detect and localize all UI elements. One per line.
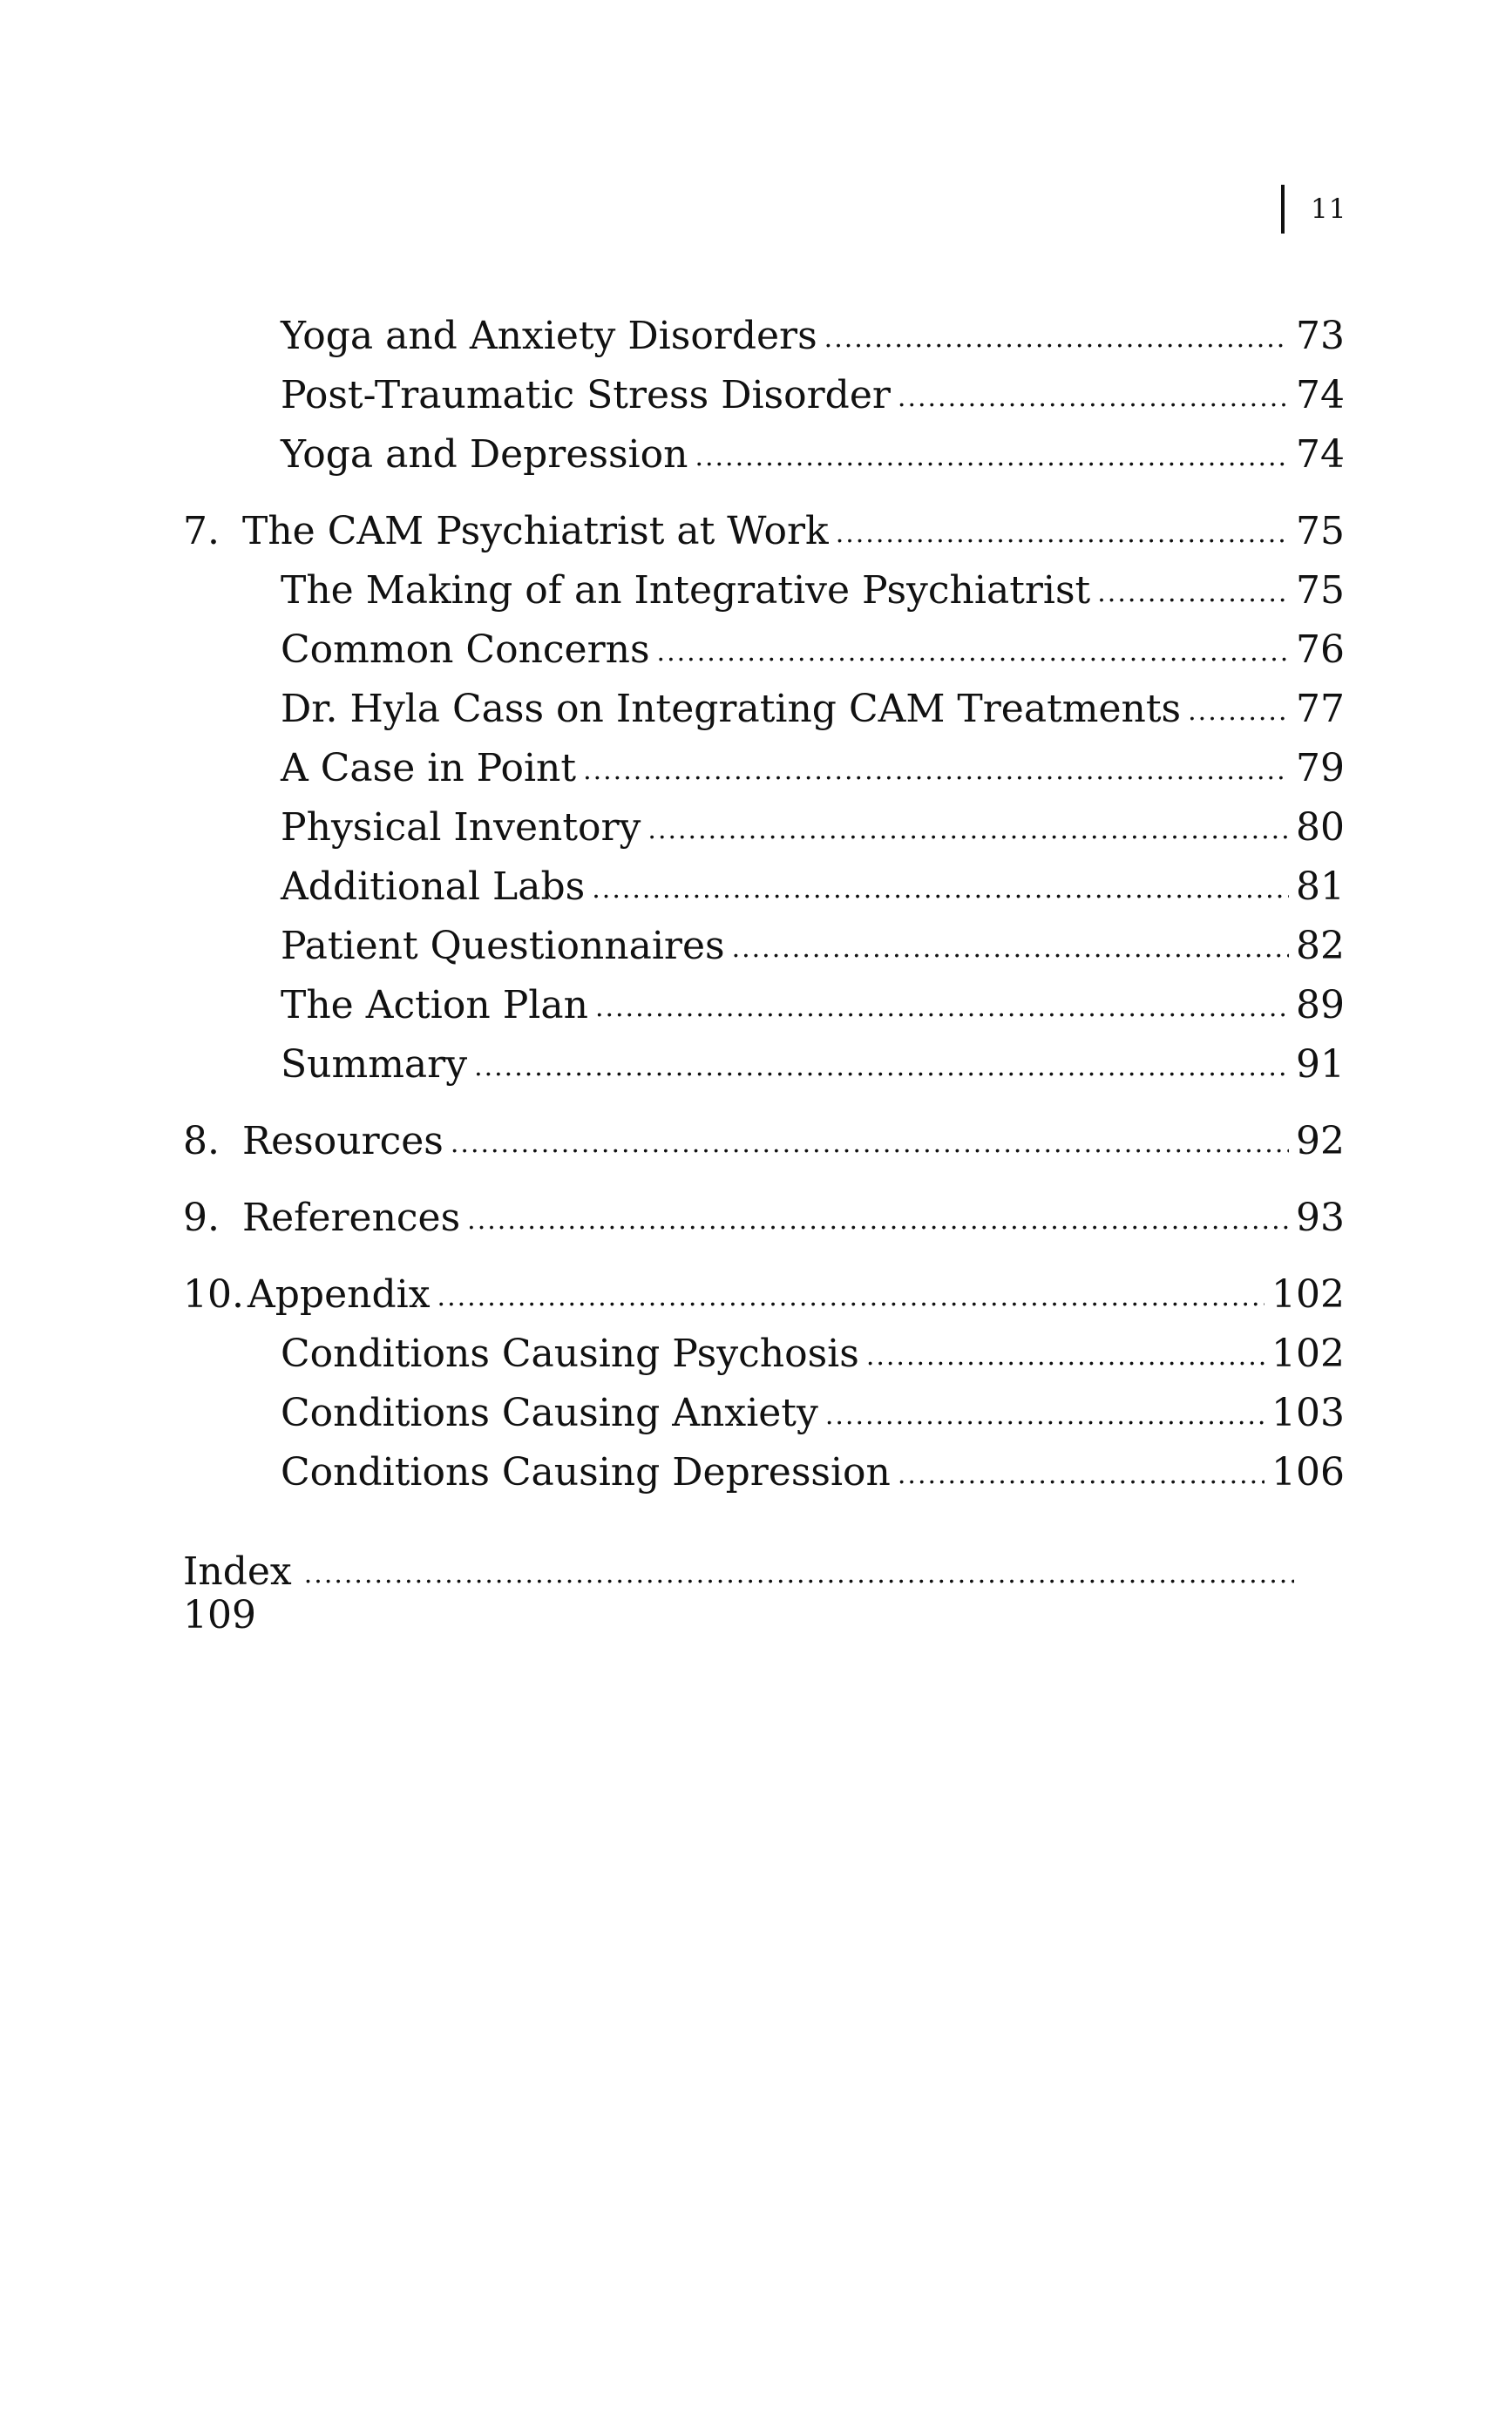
toc-entry[interactable] <box>183 1102 1345 1161</box>
toc-entry[interactable] <box>281 610 1345 672</box>
toc-entry-label: Conditions Causing Psychosis <box>281 1332 859 1376</box>
toc-entry-page: 91 <box>1296 1042 1345 1087</box>
toc-entry-label: Dr. Hyla Cass on Integrating CAM Treatments <box>281 687 1182 731</box>
dot-leader <box>474 1054 1289 1084</box>
toc-entry[interactable] <box>281 1314 1345 1376</box>
dot-leader <box>824 326 1289 356</box>
toc-entry-label: The Making of an Integrative Psychiatrist <box>281 568 1091 613</box>
toc-entry[interactable] <box>183 1255 1345 1317</box>
toc-entry[interactable] <box>281 1373 1345 1433</box>
toc-entry-label: References <box>242 1196 461 1240</box>
toc-entry[interactable] <box>281 669 1345 729</box>
toc-entry-number: 9. <box>183 1196 220 1240</box>
toc-entry[interactable] <box>281 415 1345 477</box>
toc-entry[interactable] <box>281 1025 1345 1087</box>
toc-entry-number: 8. <box>183 1119 220 1163</box>
toc-entry-page: 103 <box>1271 1391 1345 1435</box>
dot-leader <box>898 385 1289 415</box>
toc-entry-page: 79 <box>1296 746 1345 790</box>
dot-leader <box>836 521 1289 551</box>
toc-entry-label: Conditions Causing Depression <box>281 1450 891 1495</box>
dot-leader <box>451 1131 1289 1161</box>
toc-entry-label: Physical Inventory <box>281 805 641 850</box>
toc-entry[interactable] <box>183 491 1345 551</box>
toc-entry-page: 74 <box>1296 373 1345 417</box>
dot-leader <box>695 444 1289 474</box>
toc-entry-label: Yoga and Depression <box>281 432 688 477</box>
toc-entry-label: Common Concerns <box>281 627 650 672</box>
toc-entry-label: Appendix <box>247 1272 431 1317</box>
header-rule <box>1281 185 1285 234</box>
toc-entry-label: Post-Traumatic Stress Disorder <box>281 373 891 417</box>
toc-entry-page: 93 <box>1296 1196 1345 1240</box>
toc-entry-label: Summary <box>281 1042 468 1087</box>
toc-entry-label: Resources <box>242 1119 444 1163</box>
toc-entry[interactable] <box>281 966 1345 1025</box>
page-header <box>1281 185 1346 234</box>
toc-entry[interactable] <box>281 551 1345 613</box>
dot-leader <box>825 1403 1265 1433</box>
toc-entry-page: 75 <box>1296 509 1345 553</box>
toc-entry-page: 102 <box>1271 1272 1345 1317</box>
toc-entry[interactable] <box>281 906 1345 966</box>
dot-leader <box>304 1562 1294 1591</box>
dot-leader <box>437 1285 1265 1314</box>
toc-entry-number: 10. <box>183 1272 244 1317</box>
toc-entry-page: 74 <box>1296 432 1345 477</box>
dot-leader <box>732 936 1289 966</box>
toc-entry-label: A Case in Point <box>281 746 577 790</box>
dot-leader <box>657 640 1289 669</box>
dot-leader <box>648 817 1289 847</box>
toc-entry-label: The CAM Psychiatrist at Work <box>242 509 829 553</box>
toc-entry-label: Yoga and Anxiety Disorders <box>281 314 817 358</box>
toc-entry-label: The Action Plan <box>281 983 588 1027</box>
dot-leader <box>595 995 1289 1025</box>
dot-leader <box>1188 699 1289 729</box>
toc-entry[interactable] <box>183 1178 1345 1240</box>
toc-entry-page: 73 <box>1296 314 1345 358</box>
toc-entry[interactable] <box>281 729 1345 788</box>
dot-leader <box>1097 580 1289 610</box>
toc-entry-page: 77 <box>1296 687 1345 731</box>
dot-leader <box>592 877 1289 906</box>
toc-entry-page: 89 <box>1296 983 1345 1027</box>
toc-entry-page: 109 <box>183 1593 256 1637</box>
toc-entry-page: 75 <box>1296 568 1345 613</box>
toc-entry[interactable] <box>281 788 1345 850</box>
dot-leader <box>583 758 1289 788</box>
toc-entry[interactable] <box>281 847 1345 909</box>
toc-entry-page: 80 <box>1296 805 1345 850</box>
toc-entry-index[interactable] <box>183 1532 1294 1594</box>
page-number: 11 <box>1311 193 1347 225</box>
toc-entry-page: 81 <box>1296 864 1345 909</box>
toc-entry-label: Conditions Causing Anxiety <box>281 1391 818 1435</box>
toc-entry-number: 7. <box>183 509 220 553</box>
toc-entry-page: 102 <box>1271 1332 1345 1376</box>
toc-entry-page: 76 <box>1296 627 1345 672</box>
toc-entry-label: Patient Questionnaires <box>281 924 725 968</box>
toc-entry[interactable] <box>281 296 1345 356</box>
toc-entry-page: 92 <box>1296 1119 1345 1163</box>
dot-leader <box>467 1208 1289 1237</box>
toc-entry-page: 106 <box>1271 1450 1345 1495</box>
toc-entry-label: Index <box>183 1549 292 1594</box>
toc-entry[interactable] <box>281 1433 1345 1495</box>
dot-leader <box>898 1462 1265 1492</box>
toc-entry-label: Additional Labs <box>281 864 586 909</box>
toc-entry[interactable] <box>281 356 1345 415</box>
toc-entry-page: 82 <box>1296 924 1345 968</box>
dot-leader <box>866 1344 1265 1373</box>
